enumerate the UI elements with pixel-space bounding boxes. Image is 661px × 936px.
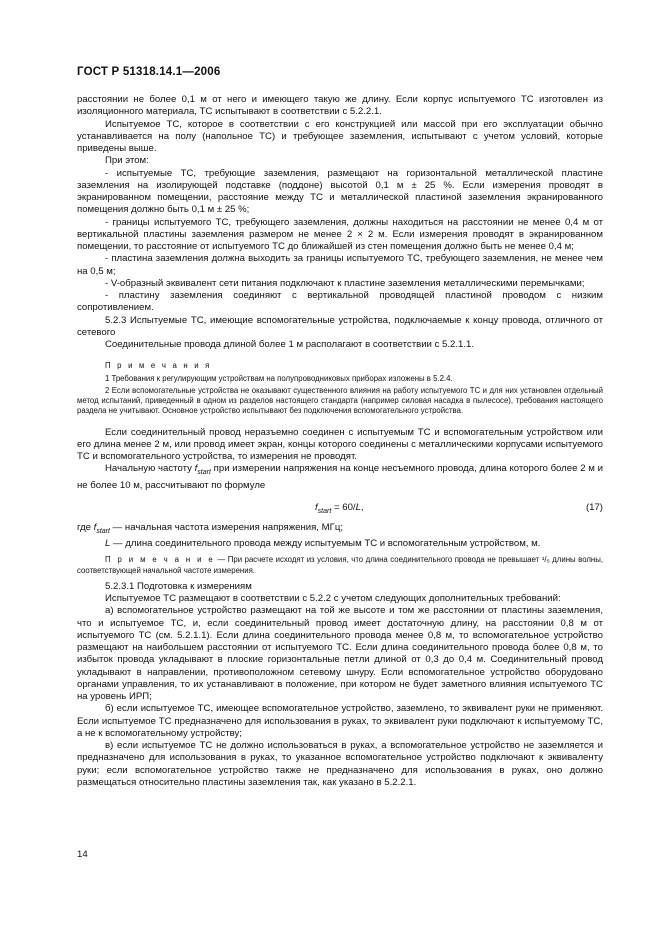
paragraph: расстоянии не более 0,1 м от него и имеющего такую же длину. Если корпус испытуемого ТС изготовлен из изоляционного материала, ТС испытывают в соответствии с 5.2.2.1. bbox=[77, 94, 603, 118]
list-item: а) вспомогательное устройство размещают на той же высоте и том же расстоянии от пластины заземления, что и испытуемое ТС, и, если соединительный провод имеет достаточную длину, на расстоянии 0,8 м от испытуемого ТС (см. 5.2.1.1). Если длина соединительного провода менее 0,8 м, то вспомогательное устройство размещают на наибольшем расстоянии от испытуемого ТС. Если длина соединительного провода более 0,8 м, то избыток провода укладывают в плоские горизонтальные петли длиной от 0,3 до 0,4 м. Соединительный провод укладывают в направлении, противоположном сетевому шнуру. Если вспомогательное устройство оборудовано органами управления, то их устанавливают в положение, при котором не будет заметного влияния испытуемого ТС на уровень ИРП; bbox=[77, 605, 603, 703]
list-item: - пластина заземления должна выходить за границы испытуемого ТС, требующего заземления, не менее чем на 0,5 м; bbox=[77, 253, 603, 277]
paragraph: Соединительные провода длиной более 1 м располагают в соответствии с 5.2.1.1. bbox=[105, 339, 475, 350]
document-body bbox=[77, 94, 603, 789]
text-run: — начальная частота измерения напряжения, МГц; bbox=[109, 521, 343, 533]
page-number: 14 bbox=[77, 849, 88, 860]
note-title: П р и м е ч а н и е bbox=[105, 555, 215, 565]
formula-subscript: start bbox=[96, 527, 110, 535]
formula-symbol: L bbox=[355, 501, 361, 513]
paragraph: Испытуемое ТС, которое в соответствии с его конструкцией или массой при его эксплуатации обычно устанавливается на полу (напольное ТС) и требующее заземления, испытывают с учетом условий, которые приведены выше. bbox=[77, 118, 603, 154]
formula-symbol: f bbox=[93, 521, 97, 533]
text-run: при измерении напряжения на конце несъемного провода, длина которого более 2 м и не более 10 м, рассчитывают по формуле bbox=[77, 463, 603, 491]
section-heading: 5.2.3 Испытуемые ТС, имеющие вспомогательные устройства, подключаемые к концу провода, отличного от сетевого bbox=[77, 314, 603, 338]
text-run: — При расчете исходят из условия, что длина соединительного провода не превышает bbox=[214, 555, 542, 565]
formula bbox=[315, 502, 364, 518]
section-heading: 5.2.3.1 Подготовка к измерениям bbox=[105, 580, 252, 592]
formula-row bbox=[77, 496, 603, 520]
equation-number: (17) bbox=[585, 501, 603, 513]
text-run: Начальную частоту bbox=[105, 463, 195, 475]
note-item: 1 Требования к регулирующим устройствам на полупроводниковых приборах изложены в 5.2.4. bbox=[105, 373, 453, 383]
note-item: 2 Если вспомогательные устройства не оказывают существенного влияния на работу испытуемого ТС и для них установлен отдельный метод испытаний, приведенный в одном из разделов настоящего стандарта (например силовая насадка в пылесосе), требования настоящего раздела не учитывают. Основное устройство испытывают без подключения вспомогательного устройства. bbox=[77, 385, 603, 416]
list-item: - пластину заземления соединяют с вертикальной проводящей пластиной проводом с низким сопротивлением. bbox=[77, 290, 603, 314]
paragraph bbox=[77, 463, 603, 491]
paragraph: Испытуемое ТС размещают в соответствии с 5.2.2 с учетом следующих дополнительных требований: bbox=[105, 593, 561, 605]
formula-text: , bbox=[360, 501, 364, 513]
paragraph: При этом: bbox=[105, 155, 149, 167]
fraction: ¹/₅ bbox=[541, 555, 550, 565]
formula-symbol: f bbox=[194, 463, 198, 475]
note bbox=[77, 555, 603, 576]
list-item: в) если испытуемое ТС не должно использоваться в руках, а вспомогательное устройство не заземляется и предназначено для использования в руках, то указанное вспомогательное устройство подключают к эквиваленту руки; если вспомогательное устройство также не предназначено для использования в руках, оно должно размещаться относительно пластины заземления так, как указано в 5.2.2.1. bbox=[77, 740, 603, 788]
list-item: - V-образный эквивалент сети питания подключают к пластине заземления металлическими перемычками; bbox=[105, 277, 585, 289]
formula-symbol: L bbox=[105, 538, 111, 550]
standard-header: ГОСТ Р 51318.14.1—2006 bbox=[77, 66, 221, 78]
text-run: где bbox=[77, 521, 94, 533]
formula-subscript: start bbox=[197, 469, 211, 477]
paragraph: Если соединительный провод неразъемно соединен с испытуемым ТС и вспомогательным устройством или его длина менее 2 м, или провод имеет экран, концы которого соединены с металлическими корпусами испытуемого ТС и вспомогательного устройства, то измерения не проводят. bbox=[77, 426, 603, 463]
text-run: длины волны, соответствующей начальной частоте измерения. bbox=[77, 555, 603, 575]
formula-symbol: f bbox=[315, 501, 318, 513]
text-run: — длина соединительного провода между испытуемым ТС и вспомогательным устройством, м. bbox=[110, 538, 541, 550]
list-item: б) если испытуемое ТС, имеющее вспомогательное устройство, заземлено, то эквивалент руки не применяют. Если испытуемое ТС предназначено для использования в руках, то эквивалент руки подключают к испытуемому ТС, а не к вспомогательному устройству; bbox=[77, 703, 603, 739]
formula-text: = 60/ bbox=[331, 501, 356, 513]
notes-title: П р и м е ч а н и я bbox=[105, 361, 212, 371]
formula-subscript: start bbox=[317, 507, 332, 515]
definition bbox=[77, 522, 603, 538]
list-item: - границы испытуемого ТС, требующего заземления, должны находиться на расстоянии не менее 0,4 м от вертикальной пластины заземления размером не менее 2 × 2 м. Если измерения проводят в экранированном помещении, то расстояние от испытуемого ТС до ближайшей из стен помещения должно быть не менее 0,4 м; bbox=[77, 216, 603, 252]
definition bbox=[77, 538, 603, 550]
list-item: - испытуемые ТС, требующие заземления, размещают на горизонтальной металлической пластине заземления на изолирующей подставке (поддоне) высотой 0,1 м ± 25 %. Если измерения проводят в экранированном помещении, расстояние между ТС и металлической пластиной заземления экранированного помещения должно быть 0,1 м ± 25 %; bbox=[77, 167, 603, 216]
